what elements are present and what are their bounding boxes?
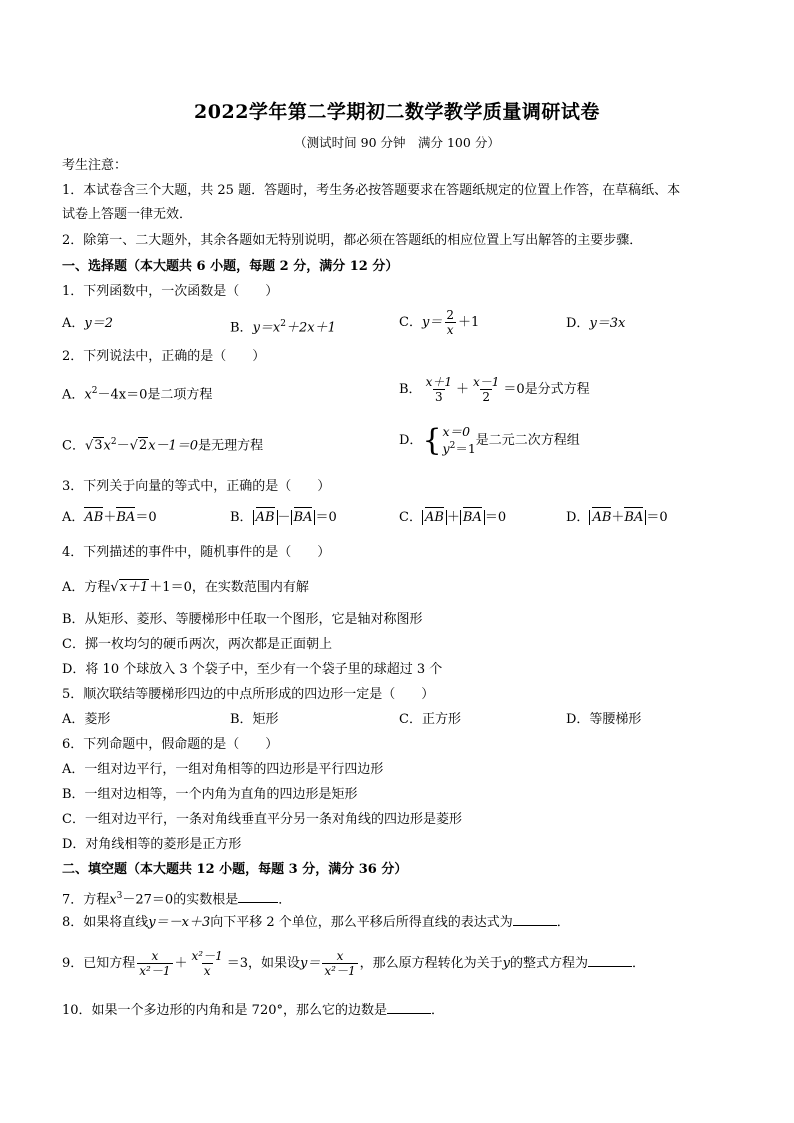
q1-c-num: 2: [446, 308, 454, 322]
vector-ba: BA: [116, 510, 136, 525]
q1-option-a: [62, 316, 113, 332]
q8-answer-blank[interactable]: [513, 913, 557, 926]
q4-a-text: ，在实数范围内有解: [191, 580, 309, 595]
q4-option-c: C．掷一枚均匀的硬币两次，两次都是正面朝上: [62, 637, 332, 652]
q2-b-frac-2: [471, 375, 501, 404]
vector-ba: BA: [293, 510, 313, 525]
q6-option-d: D．对角线相等的菱形是正方形: [62, 837, 242, 852]
q2-b-num-1: x＋1: [425, 375, 452, 389]
q2-a-mid: －4x＝0: [97, 387, 148, 403]
notice-heading: 考生注意：: [62, 158, 128, 173]
q3-d-plus: ＋: [611, 510, 625, 525]
q5-option-b: B．矩形: [230, 712, 279, 727]
q9-num-3: x: [336, 949, 344, 963]
q3-a-label: A．: [62, 510, 85, 525]
q1-b-post: ＋2x＋1: [285, 320, 336, 336]
q2-c-text: 是无理方程: [198, 438, 264, 454]
q7-answer-blank[interactable]: [238, 890, 278, 903]
q9-post: ，那么原方程转化为关于: [359, 956, 503, 971]
q5-option-a: A．菱形: [62, 712, 111, 727]
q2-c-radicand-2: 2: [138, 438, 148, 454]
q2-a-sup: 2: [91, 386, 98, 396]
q2-b-frac-1: [424, 375, 454, 404]
q9-pre: 9．已知方程: [62, 956, 136, 971]
q8-post: 向下平移 2 个单位，那么平移后所得直线的表达式为: [210, 915, 513, 930]
q3-b-eq: ＝0: [315, 510, 337, 525]
q1-c-post: ＋1: [457, 315, 480, 330]
q1-stem: 1．下列函数中，一次函数是（ ）: [62, 284, 279, 299]
q4-option-d: D．将 10 个球放入 3 个袋子中，至少有一个袋子里的球超过 3 个: [62, 662, 443, 677]
q6-option-c: C．一组对边平行，一条对角线垂直平分另一条对角线的四边形是菱形: [62, 812, 462, 827]
q8-eq: y＝－x＋3: [148, 915, 211, 930]
notice-item-1-line-2: 试卷上答题一律无效．: [62, 207, 193, 222]
q2-d-label: D．: [399, 433, 423, 448]
q1-c-pre: y＝: [421, 315, 443, 330]
q1-c-den: x: [446, 323, 454, 337]
abs-ba: [460, 510, 485, 525]
q3-option-b: [230, 510, 337, 526]
q9-mid: ，如果设: [248, 956, 301, 971]
q2-option-d: [399, 421, 580, 461]
q2-stem: 2．下列说法中，正确的是（ ）: [62, 349, 266, 364]
vector-ab: AB: [84, 510, 104, 525]
q9-num-2: x²－1: [191, 949, 223, 963]
left-brace-icon: {: [422, 422, 442, 458]
q2-c-label: C．: [62, 438, 85, 454]
q6-option-a: A．一组对边平行，一组对角相等的四边形是平行四边形: [62, 762, 384, 777]
q8-end: ．: [556, 915, 570, 930]
q4-a-eq: ＋1＝0: [149, 580, 192, 595]
q9-frac-1: [137, 949, 172, 978]
q7-x: x: [109, 892, 117, 908]
q2-option-a: [62, 383, 212, 403]
q5-option-d: D．等腰梯形: [566, 712, 642, 727]
q2-b-den-2: 2: [482, 390, 490, 404]
section-1-heading: 一、选择题（本大题共 6 小题，每题 2 分，满分 12 分）: [62, 259, 399, 274]
sqrt-symbol: √: [84, 438, 94, 454]
q2-d-row-2-sup: 2: [449, 441, 456, 452]
q3-d-eq: ＝0: [646, 510, 668, 525]
vector-ba: BA: [462, 510, 482, 525]
q9-den-3: x²－1: [324, 964, 356, 978]
q9-yv: y: [502, 956, 510, 971]
q5-option-c: C．正方形: [399, 712, 461, 727]
q2-b-num-2: x－1: [472, 375, 500, 389]
q2-c-x: x: [103, 438, 111, 454]
q4-option-a: [62, 580, 309, 596]
q2-d-row-2-pre: y: [442, 441, 450, 457]
q3-c-eq: ＝0: [484, 510, 507, 525]
q1-c-label: C．: [399, 315, 422, 330]
q9-den-2: x: [203, 964, 211, 978]
q7-post: 的实数根是: [173, 892, 239, 908]
q7-end: ．: [278, 892, 292, 908]
q3-a-plus: ＋: [103, 510, 117, 525]
q3-stem: 3．下列关于向量的等式中，正确的是（ ）: [62, 479, 331, 494]
q9-answer-blank[interactable]: [588, 954, 632, 967]
q2-a-label: A．: [62, 387, 85, 403]
page-subtitle: （测试时间 90 分钟 满分 100 分）: [294, 135, 500, 150]
q6-stem: 6．下列命题中，假命题的是（ ）: [62, 737, 279, 752]
vector-ab: AB: [592, 510, 612, 525]
q4-a-radicand: x＋1: [119, 580, 149, 595]
q2-d-system: [422, 424, 475, 456]
q9-post-2: 的整式方程为: [509, 956, 588, 971]
q1-b-pre: y＝x: [252, 320, 281, 336]
q4-a-label: A．方程: [62, 580, 111, 595]
abs-sum: [589, 510, 646, 525]
q2-b-label: B．: [399, 382, 422, 397]
q1-b-label: B．: [230, 320, 253, 336]
q9-den-1: x²－1: [139, 964, 171, 978]
notice-item-2: 2．除第一、二大题外，其余各题如无特别说明，都必须在答题纸的相应位置上写出解答的主要步骤．: [62, 233, 643, 248]
q6-option-b: B．一组对边相等，一个内角为直角的四边形是矩形: [62, 787, 358, 802]
q2-c-radicand-1: 3: [94, 438, 103, 454]
q1-option-b: [230, 316, 336, 336]
q1-d-label: D．: [566, 316, 590, 331]
q7-eq: －27＝0: [122, 892, 174, 908]
q1-d-expr: y＝3x: [589, 316, 626, 331]
q2-c-minus: －: [116, 438, 130, 454]
sqrt-symbol: √: [129, 438, 138, 454]
notice-item-1-line-1: 1．本试卷含三个大题，共 25 题．答题时，考生务必按答题要求在答题纸规定的位置上作答，在草稿纸、本: [62, 183, 681, 198]
q2-option-b: [399, 373, 590, 407]
q7: [62, 888, 291, 908]
q1-a-expr: y＝2: [84, 316, 114, 331]
q1-b-sup: 2: [280, 319, 286, 329]
sqrt-symbol: √: [110, 580, 119, 595]
q10-end: ．: [431, 1003, 445, 1018]
vector-ab: AB: [424, 510, 444, 525]
q2-b-text: 是分式方程: [524, 382, 590, 397]
q1-a-label: A．: [62, 316, 85, 331]
q7-sup: 3: [116, 891, 123, 901]
q3-option-a: [62, 510, 157, 526]
q3-b-label: B．: [230, 510, 253, 525]
q9-end: ．: [632, 956, 646, 971]
q7-pre: 7．方程: [62, 892, 110, 908]
q2-b-den-1: 3: [434, 390, 443, 404]
q3-b-minus: －: [277, 510, 291, 525]
q4-option-b: B．从矩形、菱形、等腰梯形中任取一个图形，它是轴对称图形: [62, 612, 423, 627]
q9-y: y＝: [300, 956, 321, 971]
abs-ab: [422, 510, 447, 525]
q3-option-c: [399, 510, 506, 526]
q2-b-eq: ＝0: [503, 382, 525, 397]
page-title: 2022学年第二学期初二数学教学质量调研试卷: [194, 101, 600, 123]
q3-d-label: D．: [566, 510, 590, 525]
q1-option-c: [399, 306, 479, 340]
q2-d-row-1: x＝0: [442, 424, 471, 440]
q8-pre: 8．如果将直线: [62, 915, 149, 930]
q8: [62, 913, 570, 931]
section-2-heading: 二、填空题（本大题共 12 小题，每题 3 分，满分 36 分）: [62, 862, 408, 877]
q2-d-row-2-post: ＝1: [455, 441, 476, 457]
vector-ab: AB: [255, 510, 275, 525]
q1-c-fraction: [444, 308, 456, 337]
q1-option-d: [566, 316, 625, 332]
q2-c-tail: x－1＝0: [148, 438, 199, 454]
abs-ab: [253, 510, 278, 525]
q10-text: 10．如果一个多边形的内角和是 720°，那么它的边数是: [62, 1003, 387, 1018]
vector-ba: BA: [624, 510, 644, 525]
q2-option-c: [62, 434, 263, 454]
q9-eq: ＝3: [226, 956, 249, 971]
q2-a-pre: x: [84, 387, 92, 403]
q2-a-text: 是二项方程: [147, 387, 213, 403]
q3-c-label: C．: [399, 510, 422, 525]
q9: [62, 947, 645, 981]
q3-option-d: [566, 510, 668, 526]
q2-c-sup: 2: [110, 437, 117, 447]
q2-b-plus: ＋: [455, 382, 469, 397]
q4-stem: 4．下列描述的事件中，随机事件的是（ ）: [62, 545, 331, 560]
q9-plus: ＋: [174, 956, 188, 971]
q10-answer-blank[interactable]: [387, 1001, 431, 1014]
q3-a-eq: ＝0: [135, 510, 157, 525]
q5-stem: 5．顺次联结等腰梯形四边的中点所形成的四边形一定是（ ）: [62, 687, 435, 702]
q10: [62, 1001, 444, 1019]
q2-d-row-2: [443, 439, 476, 456]
q9-frac-3: [322, 949, 357, 978]
abs-ba: [291, 510, 316, 525]
q3-c-plus: ＋: [446, 510, 460, 525]
q9-num-1: x: [151, 949, 159, 963]
q2-d-text: 是二元二次方程组: [475, 433, 580, 448]
q9-frac-2: [190, 949, 225, 978]
